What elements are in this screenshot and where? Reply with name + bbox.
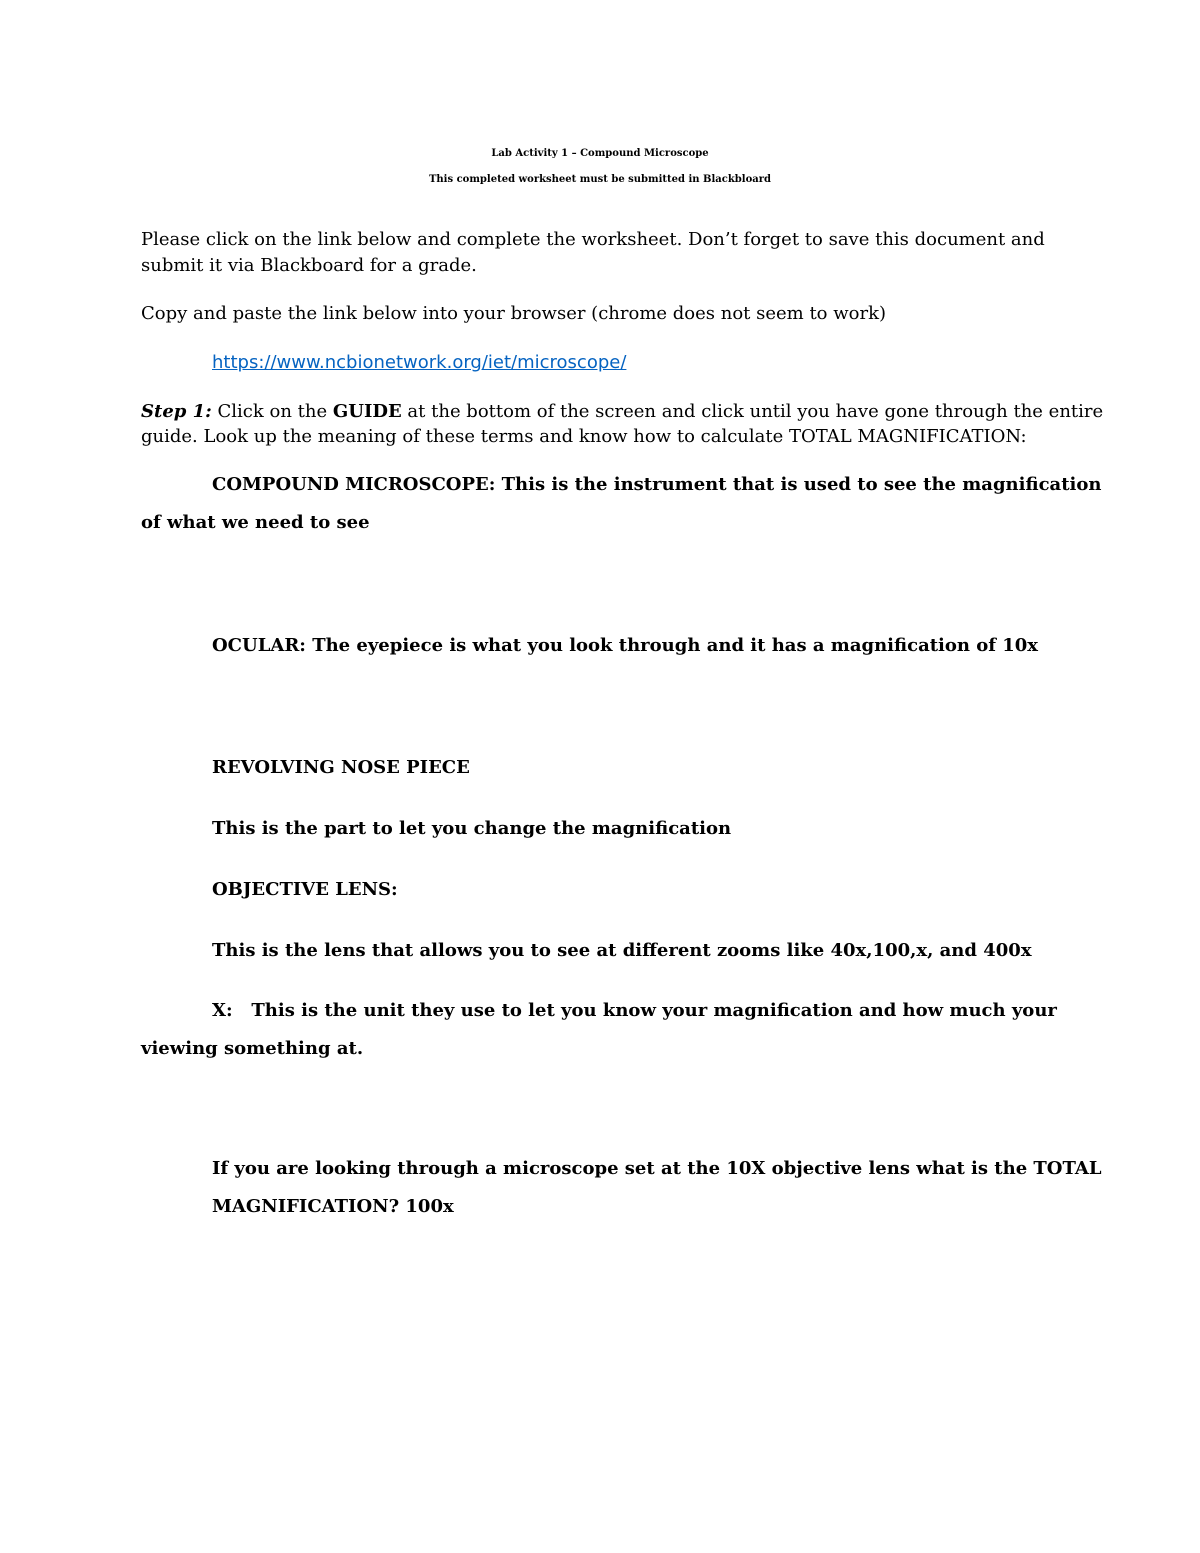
objective-lens-heading: OBJECTIVE LENS: <box>212 879 398 900</box>
compound-microscope-answer-line-2: of what we need to see <box>141 512 370 533</box>
nosepiece-heading: REVOLVING NOSE PIECE <box>212 757 470 778</box>
x-unit-answer-line-2: viewing something at. <box>141 1038 364 1059</box>
x-unit-answer-line-1: X: This is the unit they use to let you know your magnification and how much your <box>212 1000 1057 1021</box>
step1-text-b: at the bottom of the screen and click until you have gone through the entire <box>401 401 1104 422</box>
copy-instruction: Copy and paste the link below into your browser (chrome does not seem to work) <box>141 303 887 324</box>
compound-microscope-answer-line-1: COMPOUND MICROSCOPE: This is the instrument that is used to see the magnification <box>212 474 1102 495</box>
total-magnification-question-line-2: MAGNIFICATION? 100x <box>212 1196 454 1217</box>
step1-text-a: Click on the <box>211 401 333 422</box>
nosepiece-answer: This is the part to let you change the magnification <box>212 818 732 839</box>
step1-line-1 <box>141 401 1103 423</box>
total-magnification-question-line-1: If you are looking through a microscope set at the 10X objective lens what is the TOTAL <box>212 1158 1102 1179</box>
microscope-link[interactable]: https://www.ncbionetwork.org/iet/microscope/ <box>212 352 627 373</box>
document-subtitle: This completed worksheet must be submitted in Blackbloard <box>428 174 772 185</box>
step1-label: Step 1: <box>141 401 212 422</box>
ocular-answer: OCULAR: The eyepiece is what you look through and it has a magnification of 10x <box>212 635 1039 656</box>
document-title: Lab Activity 1 – Compound Microscope <box>491 148 709 159</box>
intro-line-2: submit it via Blackboard for a grade. <box>141 255 477 276</box>
step1-guide: GUIDE <box>332 401 402 422</box>
objective-lens-answer: This is the lens that allows you to see at different zooms like 40x,100,x, and 400x <box>212 940 1032 961</box>
intro-line-1: Please click on the link below and complete the worksheet. Don’t forget to save this document and <box>141 229 1045 250</box>
step1-line-2: guide. Look up the meaning of these terms and know how to calculate TOTAL MAGNIFICATION: <box>141 426 1027 447</box>
